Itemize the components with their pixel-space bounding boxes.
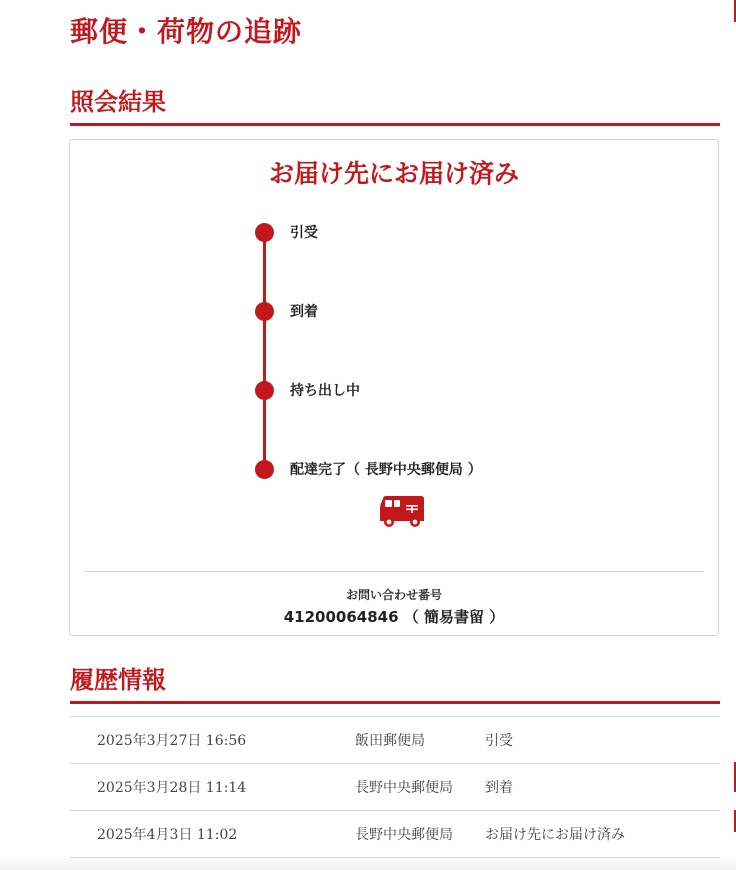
history-status: お届け先にお届け済み [485,811,720,858]
history-office: 飯田郵便局 [355,717,485,764]
history-status: 引受 [485,717,720,764]
history-datetime: 2025年4月3日 11:02 [70,811,355,858]
history-office: 長野中央郵便局 [355,811,485,858]
timeline-dot [255,302,274,321]
timeline-step-label: 引受 [290,225,318,241]
timeline-step-label: 持ち出し中 [290,383,360,399]
page-title: 郵便・荷物の追跡 [70,15,303,48]
history-office: 長野中央郵便局 [355,764,485,811]
delivery-status-title: お届け先にお届け済み [268,159,519,188]
timeline-line [263,233,266,469]
history-row [70,811,720,858]
history-table [70,716,720,858]
timeline-step-label: 到着 [290,304,318,320]
history-datetime: 2025年3月28日 11:14 [70,764,355,811]
timeline-dot [255,223,274,242]
bottom-shadow [0,856,736,870]
history-row [70,717,720,764]
history-datetime: 2025年3月27日 16:56 [70,717,355,764]
result-heading: 照会結果 [70,82,720,126]
inquiry-number: 41200064846 （ 簡易書留 ） [283,608,505,626]
inquiry-number-label: お問い合わせ番号 [345,588,442,602]
history-heading: 履歴情報 [70,660,720,704]
history-status: 到着 [485,764,720,811]
timeline-dot [255,381,274,400]
card-divider [84,571,704,572]
history-row [70,764,720,811]
timeline-dot [255,460,274,479]
delivery-truck-icon [377,495,427,529]
result-card [69,139,719,636]
timeline-step-label: 配達完了（ 長野中央郵便局 ） [290,462,482,478]
